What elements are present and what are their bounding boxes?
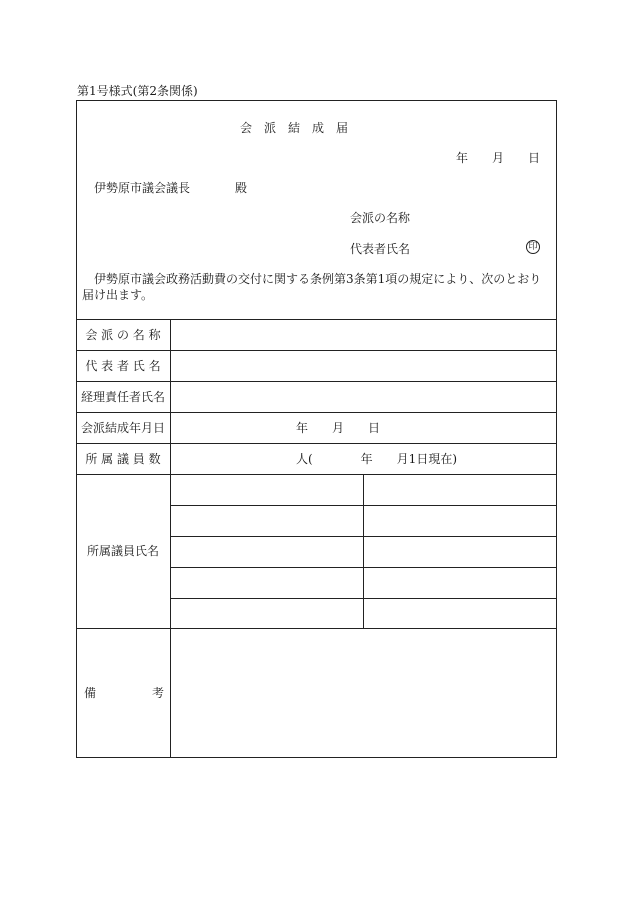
row-divider xyxy=(76,319,557,320)
seal-icon: 印 xyxy=(526,240,540,254)
label-notes xyxy=(84,686,164,700)
label-member-count: 所 属 議 員 数 xyxy=(85,452,161,466)
row-divider xyxy=(76,381,557,382)
row-divider xyxy=(76,350,557,351)
member-column-divider xyxy=(363,474,364,628)
member-count-value: 人( 年 月1日現在) xyxy=(296,452,457,466)
label-formation-date: 会派結成年月日 xyxy=(80,421,165,435)
label-party-name: 会 派 の 名 称 xyxy=(85,328,161,342)
notes-char-1: 備 xyxy=(84,686,97,700)
row-divider xyxy=(76,628,557,629)
form-title: 会 派 結 成 届 xyxy=(240,121,349,135)
formation-date-value: 年 月 日 xyxy=(296,421,381,435)
honorific: 殿 xyxy=(235,181,248,195)
statement-text: 伊勢原市議会政務活動費の交付に関する条例第3条第1項の規定により、次のとおり届け出ます。 xyxy=(82,272,542,302)
row-divider xyxy=(76,443,557,444)
submission-date: 年 月 日 xyxy=(456,151,541,165)
row-divider xyxy=(76,412,557,413)
representative-label: 代表者氏名 xyxy=(350,242,411,256)
label-accountant: 経理責任者氏名 xyxy=(80,390,165,404)
party-name-label: 会派の名称 xyxy=(350,211,411,225)
label-representative: 代 表 者 氏 名 xyxy=(85,359,161,373)
row-divider xyxy=(76,474,557,475)
notes-char-2: 考 xyxy=(151,686,164,700)
label-member-names: 所属議員氏名 xyxy=(86,544,159,558)
form-number: 第1号様式(第2条関係) xyxy=(77,84,198,98)
label-column-divider xyxy=(170,319,171,758)
addressee: 伊勢原市議会議長 xyxy=(94,181,191,195)
